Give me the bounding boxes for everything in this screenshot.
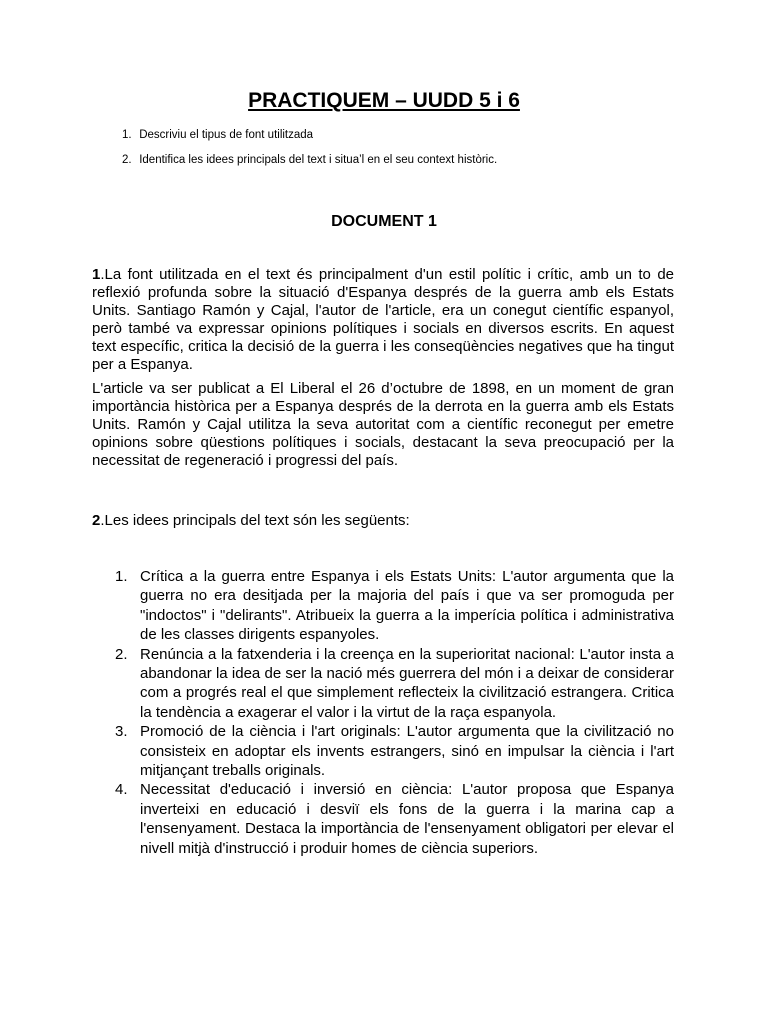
- idea-text: Renúncia a la fatxenderia i la creença en la superioritat nacional: L'autor insta a abandonar la idea de ser la nació més guerrera del món i a deixar de considerar com a progrés real el que simplement reflecteix la civilització estrangera. Critica la tendència a exagerar el valor i la virtut de la raça espanyola.: [140, 645, 674, 721]
- idea-text: Crítica a la guerra entre Espanya i els Estats Units: L'autor argumenta que la guerra no era desitjada per la majoria del país i que va ser promoguda per "indoctos" i "delirants". Atribueix la guerra a la imperícia política i administrativa de les classes dirigents espanyoles.: [140, 568, 674, 644]
- idea-number: 1.: [115, 568, 128, 585]
- list-item: [92, 645, 674, 723]
- answer-2-number: 2: [92, 512, 101, 529]
- document-heading: DOCUMENT 1: [331, 213, 437, 230]
- idea-text: Promoció de la ciència i l'art originals: L'autor argumenta que la civilització no consisteix en adoptar els invents estrangers, sinó en impulsar la ciència i l'art mitjançant treballs originals.: [140, 723, 674, 780]
- instruction-text: Descriviu el tipus de font utilitzada: [139, 129, 314, 141]
- instructions-list: [122, 128, 682, 178]
- answer-1-text: .La font utilitzada en el text és principalment d'un estil polític i crític, amb un to de reflexió profunda sobre la situació d'Espanya després de la guerra amb els Estats Units. Santiago Ramón y Cajal, l'autor de l'article, era un conegut científic espanyol, però també va expressar opinions polítiques i socials en diversos escrits. En aquest text específic, critica la decisió de la guerra i les conseqüències negatives que ha tingut per a Espanya.: [92, 266, 674, 373]
- main-ideas-list: [92, 567, 674, 858]
- answer-1-number: 1: [92, 266, 101, 283]
- answer-1-paragraph-1: [92, 266, 674, 373]
- page-title: PRACTIQUEM – UUDD 5 i 6: [248, 89, 520, 112]
- list-item: [92, 567, 674, 645]
- idea-number: 2.: [115, 645, 128, 663]
- list-item: [92, 780, 674, 858]
- list-item: [92, 722, 674, 780]
- answer-1-paragraph-2: L'article va ser publicat a El Liberal el 26 d’octubre de 1898, en un moment de gran importància històrica per a Espanya després de la derrota en la guerra amb els Estats Units. Ramón y Cajal utilitza la seva autoritat com a científic reconegut per emetre opinions sobre qüestions polítiques i socials, destacant la seva preocupació per la necessitat de regeneració i progressi del país.: [92, 380, 674, 469]
- answer-2-intro-text: .Les idees principals del text són les següents:: [100, 512, 410, 529]
- idea-number: 3.: [115, 723, 128, 741]
- instruction-number: 2.: [122, 154, 132, 166]
- instruction-number: 1.: [122, 129, 132, 141]
- answer-2-intro: [92, 512, 674, 530]
- idea-number: 4.: [115, 781, 128, 799]
- idea-text: Necessitat d'educació i inversió en ciència: L'autor proposa que Espanya inverteixi en educació i desviï els fons de la guerra i la marina cap a l'ensenyament. Destaca la importància de l'ensenyament obligatori per elevar el nivell mitjà d'instrucció i produir homes de ciència superiors.: [140, 781, 674, 857]
- instruction-text: Identifica les idees principals del text i situa’l en el seu context històric.: [139, 154, 498, 166]
- instruction-item: [122, 153, 682, 167]
- instruction-item: [122, 128, 682, 142]
